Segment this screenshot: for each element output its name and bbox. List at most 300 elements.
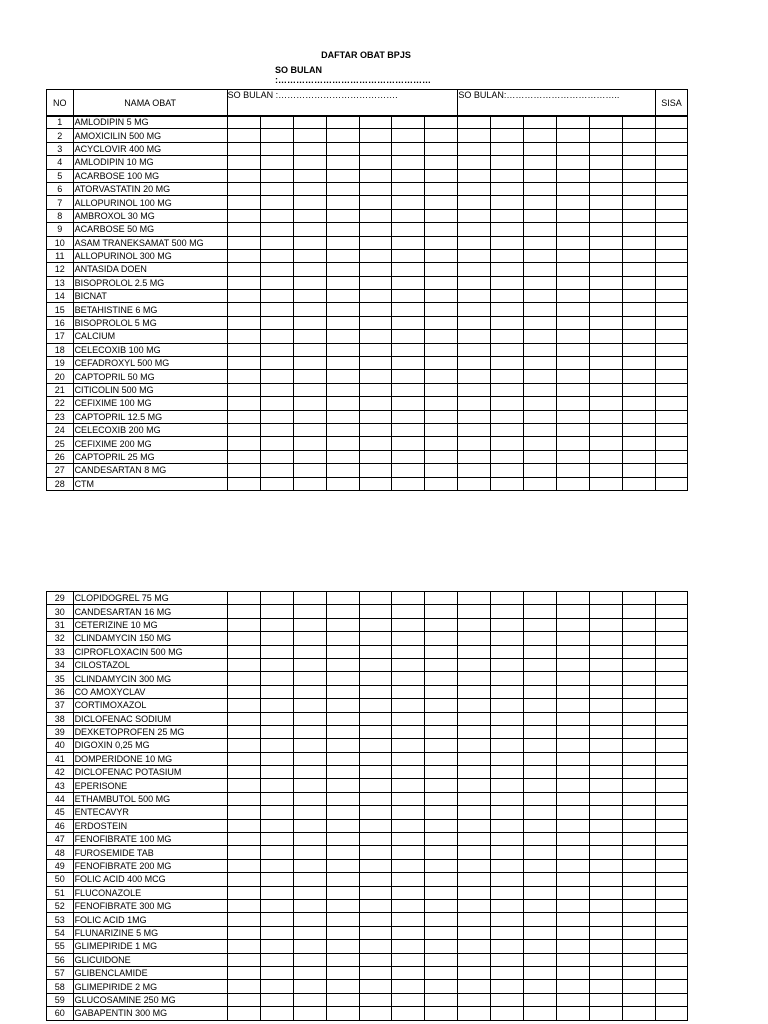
entry-cell — [590, 1007, 623, 1020]
table-row — [47, 370, 688, 383]
entry-cell — [557, 993, 590, 1006]
entry-cell — [260, 290, 293, 303]
entry-cell — [491, 169, 524, 182]
entry-cell — [524, 672, 557, 685]
entry-cell — [227, 725, 260, 738]
entry-cell — [227, 926, 260, 939]
entry-cell — [656, 685, 688, 698]
entry-cell — [623, 766, 656, 779]
table-row — [47, 437, 688, 450]
medicine-name: ANTASIDA DOEN — [73, 263, 227, 276]
entry-cell — [260, 712, 293, 725]
entry-cell — [491, 370, 524, 383]
entry-cell — [227, 330, 260, 343]
entry-cell — [227, 182, 260, 195]
entry-cell — [590, 752, 623, 765]
entry-cell — [656, 632, 688, 645]
entry-cell — [458, 712, 491, 725]
entry-cell — [557, 605, 590, 618]
entry-cell — [392, 913, 425, 926]
entry-cell — [392, 833, 425, 846]
entry-cell — [326, 739, 359, 752]
entry-cell — [425, 316, 458, 329]
entry-cell — [359, 410, 392, 423]
entry-cell — [392, 343, 425, 356]
entry-cell — [425, 993, 458, 1006]
medicine-name: FENOFIBRATE 100 MG — [73, 833, 227, 846]
row-number: 48 — [47, 846, 74, 859]
entry-cell — [227, 940, 260, 953]
entry-cell — [524, 913, 557, 926]
entry-cell — [326, 236, 359, 249]
entry-cell — [656, 196, 688, 209]
entry-cell — [623, 699, 656, 712]
entry-cell — [326, 725, 359, 738]
entry-cell — [623, 343, 656, 356]
entry-cell — [524, 886, 557, 899]
entry-cell — [293, 464, 326, 477]
entry-cell — [425, 249, 458, 262]
entry-cell — [326, 263, 359, 276]
medicine-name: CANDESARTAN 8 MG — [73, 464, 227, 477]
entry-cell — [557, 450, 590, 463]
entry-cell — [656, 873, 688, 886]
table-row — [47, 357, 688, 370]
entry-cell — [557, 116, 590, 129]
medicine-name: FUROSEMIDE TAB — [73, 846, 227, 859]
entry-cell — [590, 899, 623, 912]
entry-cell — [557, 819, 590, 832]
entry-cell — [656, 966, 688, 979]
entry-cell — [590, 316, 623, 329]
entry-cell — [557, 129, 590, 142]
entry-cell — [524, 899, 557, 912]
entry-cell — [392, 370, 425, 383]
entry-cell — [293, 116, 326, 129]
table-row — [47, 209, 688, 222]
entry-cell — [326, 779, 359, 792]
medicine-name: CIPROFLOXACIN 500 MG — [73, 645, 227, 658]
entry-cell — [392, 410, 425, 423]
entry-cell — [524, 699, 557, 712]
medicine-table-2 — [46, 591, 688, 1021]
entry-cell — [359, 699, 392, 712]
entry-cell — [623, 423, 656, 436]
row-number: 35 — [47, 672, 74, 685]
entry-cell — [656, 464, 688, 477]
medicine-name: ENTECAVYR — [73, 806, 227, 819]
medicine-name: FOLIC ACID 400 MCG — [73, 873, 227, 886]
entry-cell — [425, 370, 458, 383]
entry-cell — [293, 725, 326, 738]
entry-cell — [524, 343, 557, 356]
entry-cell — [326, 116, 359, 129]
table-row — [47, 290, 688, 303]
entry-cell — [260, 966, 293, 979]
entry-cell — [326, 209, 359, 222]
entry-cell — [326, 953, 359, 966]
medicine-name: AMLODIPIN 5 MG — [73, 116, 227, 129]
entry-cell — [260, 116, 293, 129]
entry-cell — [458, 618, 491, 631]
entry-cell — [557, 142, 590, 155]
medicine-name: ETHAMBUTOL 500 MG — [73, 792, 227, 805]
medicine-name: FENOFIBRATE 200 MG — [73, 859, 227, 872]
entry-cell — [293, 926, 326, 939]
entry-cell — [623, 209, 656, 222]
entry-cell — [392, 806, 425, 819]
entry-cell — [227, 806, 260, 819]
table-row — [47, 766, 688, 779]
entry-cell — [656, 859, 688, 872]
entry-cell — [359, 263, 392, 276]
table-row — [47, 156, 688, 169]
entry-cell — [623, 330, 656, 343]
entry-cell — [590, 182, 623, 195]
entry-cell — [392, 276, 425, 289]
entry-cell — [227, 116, 260, 129]
medicine-name: AMLODIPIN 10 MG — [73, 156, 227, 169]
entry-cell — [359, 129, 392, 142]
entry-cell — [557, 437, 590, 450]
entry-cell — [623, 739, 656, 752]
entry-cell — [260, 450, 293, 463]
entry-cell — [227, 739, 260, 752]
medicine-name: GLICUIDONE — [73, 953, 227, 966]
row-number: 40 — [47, 739, 74, 752]
entry-cell — [557, 423, 590, 436]
entry-cell — [590, 712, 623, 725]
entry-cell — [557, 752, 590, 765]
entry-cell — [326, 249, 359, 262]
entry-cell — [293, 370, 326, 383]
entry-cell — [656, 752, 688, 765]
table-row — [47, 142, 688, 155]
entry-cell — [293, 886, 326, 899]
entry-cell — [590, 423, 623, 436]
table-row — [47, 913, 688, 926]
entry-cell — [491, 712, 524, 725]
entry-cell — [524, 236, 557, 249]
entry-cell — [326, 477, 359, 490]
entry-cell — [623, 223, 656, 236]
entry-cell — [326, 806, 359, 819]
medicine-name: GLIMEPIRIDE 1 MG — [73, 940, 227, 953]
entry-cell — [623, 263, 656, 276]
table-row — [47, 846, 688, 859]
entry-cell — [590, 792, 623, 805]
entry-cell — [491, 592, 524, 605]
entry-cell — [359, 182, 392, 195]
entry-cell — [425, 779, 458, 792]
table-row — [47, 940, 688, 953]
entry-cell — [392, 725, 425, 738]
entry-cell — [557, 209, 590, 222]
entry-cell — [623, 290, 656, 303]
entry-cell — [656, 672, 688, 685]
entry-cell — [260, 370, 293, 383]
entry-cell — [623, 792, 656, 805]
entry-cell — [590, 209, 623, 222]
entry-cell — [260, 993, 293, 1006]
entry-cell — [392, 685, 425, 698]
entry-cell — [326, 196, 359, 209]
entry-cell — [491, 806, 524, 819]
entry-cell — [656, 833, 688, 846]
entry-cell — [623, 303, 656, 316]
entry-cell — [359, 196, 392, 209]
entry-cell — [227, 129, 260, 142]
entry-cell — [458, 632, 491, 645]
entry-cell — [656, 450, 688, 463]
entry-cell — [227, 397, 260, 410]
row-number: 49 — [47, 859, 74, 872]
entry-cell — [524, 249, 557, 262]
entry-cell — [491, 966, 524, 979]
table-row — [47, 712, 688, 725]
entry-cell — [227, 953, 260, 966]
entry-cell — [359, 450, 392, 463]
entry-cell — [491, 223, 524, 236]
row-number: 19 — [47, 357, 74, 370]
medicine-name: CLINDAMYCIN 300 MG — [73, 672, 227, 685]
entry-cell — [293, 792, 326, 805]
entry-cell — [392, 605, 425, 618]
entry-cell — [623, 886, 656, 899]
entry-cell — [623, 450, 656, 463]
entry-cell — [491, 129, 524, 142]
entry-cell — [491, 993, 524, 1006]
entry-cell — [425, 397, 458, 410]
entry-cell — [590, 846, 623, 859]
entry-cell — [227, 658, 260, 671]
entry-cell — [227, 846, 260, 859]
entry-cell — [623, 940, 656, 953]
entry-cell — [623, 873, 656, 886]
entry-cell — [326, 846, 359, 859]
entry-cell — [623, 357, 656, 370]
entry-cell — [425, 859, 458, 872]
header-no: NO — [47, 90, 74, 117]
entry-cell — [260, 196, 293, 209]
entry-cell — [392, 819, 425, 832]
entry-cell — [524, 357, 557, 370]
entry-cell — [359, 316, 392, 329]
entry-cell — [359, 1007, 392, 1020]
entry-cell — [293, 316, 326, 329]
entry-cell — [623, 926, 656, 939]
entry-cell — [557, 276, 590, 289]
entry-cell — [359, 249, 392, 262]
entry-cell — [557, 792, 590, 805]
entry-cell — [590, 913, 623, 926]
table-row — [47, 383, 688, 396]
entry-cell — [590, 806, 623, 819]
entry-cell — [425, 182, 458, 195]
entry-cell — [656, 383, 688, 396]
medicine-name: ASAM TRANEKSAMAT 500 MG — [73, 236, 227, 249]
entry-cell — [524, 592, 557, 605]
entry-cell — [557, 263, 590, 276]
entry-cell — [590, 276, 623, 289]
row-number: 60 — [47, 1007, 74, 1020]
entry-cell — [656, 699, 688, 712]
header-sisa: SISA — [655, 90, 687, 117]
entry-cell — [524, 953, 557, 966]
row-number: 3 — [47, 142, 74, 155]
row-number: 47 — [47, 833, 74, 846]
entry-cell — [293, 752, 326, 765]
entry-cell — [557, 618, 590, 631]
entry-cell — [293, 383, 326, 396]
entry-cell — [524, 712, 557, 725]
medicine-name: ERDOSTEIN — [73, 819, 227, 832]
entry-cell — [656, 182, 688, 195]
entry-cell — [425, 658, 458, 671]
entry-cell — [590, 886, 623, 899]
entry-cell — [458, 993, 491, 1006]
entry-cell — [656, 370, 688, 383]
entry-cell — [260, 806, 293, 819]
entry-cell — [260, 182, 293, 195]
entry-cell — [392, 980, 425, 993]
entry-cell — [557, 236, 590, 249]
entry-cell — [425, 913, 458, 926]
entry-cell — [425, 142, 458, 155]
entry-cell — [392, 658, 425, 671]
medicine-name: DICLOFENAC SODIUM — [73, 712, 227, 725]
entry-cell — [359, 766, 392, 779]
entry-cell — [260, 672, 293, 685]
entry-cell — [458, 792, 491, 805]
entry-cell — [458, 397, 491, 410]
entry-cell — [425, 792, 458, 805]
entry-cell — [260, 397, 293, 410]
entry-cell — [392, 899, 425, 912]
entry-cell — [326, 672, 359, 685]
medicine-name: CAPTOPRIL 25 MG — [73, 450, 227, 463]
entry-cell — [260, 926, 293, 939]
entry-cell — [623, 859, 656, 872]
entry-cell — [392, 873, 425, 886]
entry-cell — [590, 779, 623, 792]
entry-cell — [491, 926, 524, 939]
entry-cell — [425, 156, 458, 169]
entry-cell — [326, 383, 359, 396]
entry-cell — [227, 303, 260, 316]
entry-cell — [260, 316, 293, 329]
row-number: 17 — [47, 330, 74, 343]
entry-cell — [293, 859, 326, 872]
entry-cell — [524, 129, 557, 142]
entry-cell — [491, 249, 524, 262]
entry-cell — [623, 410, 656, 423]
table-row — [47, 263, 688, 276]
entry-cell — [590, 129, 623, 142]
row-number: 1 — [47, 116, 74, 129]
entry-cell — [227, 779, 260, 792]
entry-cell — [260, 142, 293, 155]
medicine-name: CTM — [73, 477, 227, 490]
entry-cell — [590, 980, 623, 993]
table-row — [47, 397, 688, 410]
entry-cell — [557, 223, 590, 236]
entry-cell — [458, 236, 491, 249]
row-number: 32 — [47, 632, 74, 645]
entry-cell — [656, 156, 688, 169]
entry-cell — [260, 645, 293, 658]
entry-cell — [260, 913, 293, 926]
entry-cell — [260, 263, 293, 276]
entry-cell — [524, 993, 557, 1006]
row-number: 59 — [47, 993, 74, 1006]
table-row — [47, 953, 688, 966]
entry-cell — [392, 672, 425, 685]
entry-cell — [425, 437, 458, 450]
entry-cell — [359, 397, 392, 410]
entry-cell — [656, 645, 688, 658]
entry-cell — [392, 846, 425, 859]
entry-cell — [326, 859, 359, 872]
entry-cell — [392, 330, 425, 343]
entry-cell — [425, 223, 458, 236]
entry-cell — [458, 370, 491, 383]
entry-cell — [491, 779, 524, 792]
entry-cell — [392, 940, 425, 953]
entry-cell — [293, 236, 326, 249]
entry-cell — [326, 182, 359, 195]
entry-cell — [326, 993, 359, 1006]
row-number: 29 — [47, 592, 74, 605]
medicine-name: BISOPROLOL 2.5 MG — [73, 276, 227, 289]
entry-cell — [656, 846, 688, 859]
entry-cell — [590, 833, 623, 846]
entry-cell — [656, 993, 688, 1006]
header-table — [46, 89, 688, 117]
entry-cell — [293, 330, 326, 343]
medicine-name: FOLIC ACID 1MG — [73, 913, 227, 926]
entry-cell — [392, 618, 425, 631]
entry-cell — [524, 477, 557, 490]
entry-cell — [227, 196, 260, 209]
entry-cell — [590, 658, 623, 671]
entry-cell — [392, 766, 425, 779]
row-number: 6 — [47, 182, 74, 195]
table-row — [47, 169, 688, 182]
entry-cell — [392, 397, 425, 410]
document-title: DAFTAR OBAT BPJS — [321, 50, 411, 60]
row-number: 28 — [47, 477, 74, 490]
entry-cell — [359, 169, 392, 182]
row-number: 24 — [47, 423, 74, 436]
entry-cell — [458, 1007, 491, 1020]
entry-cell — [458, 605, 491, 618]
entry-cell — [326, 685, 359, 698]
entry-cell — [293, 658, 326, 671]
entry-cell — [227, 343, 260, 356]
entry-cell — [623, 142, 656, 155]
entry-cell — [458, 129, 491, 142]
entry-cell — [326, 276, 359, 289]
entry-cell — [227, 423, 260, 436]
row-number: 33 — [47, 645, 74, 658]
entry-cell — [656, 886, 688, 899]
entry-cell — [524, 792, 557, 805]
entry-cell — [491, 953, 524, 966]
medicine-name: CAPTOPRIL 12.5 MG — [73, 410, 227, 423]
medicine-name: DOMPERIDONE 10 MG — [73, 752, 227, 765]
table-row — [47, 993, 688, 1006]
